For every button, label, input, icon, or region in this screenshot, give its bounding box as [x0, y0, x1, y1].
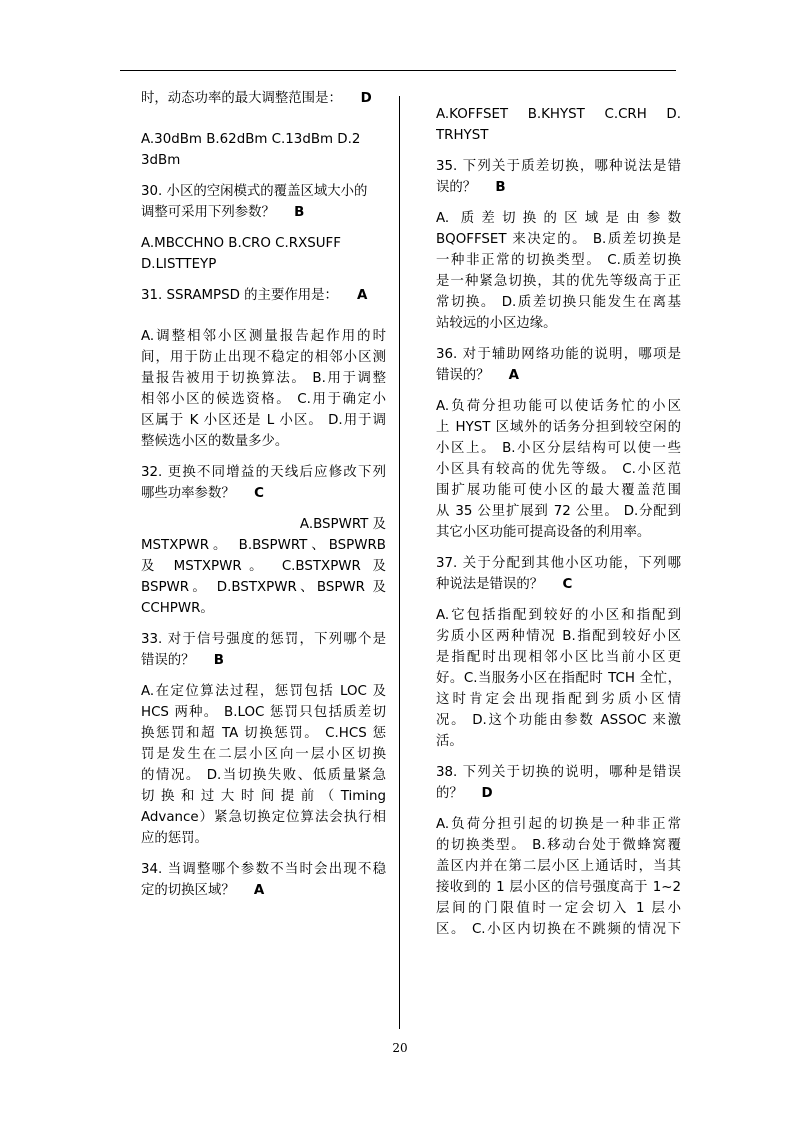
right-column: [436, 88, 681, 940]
text-line: [436, 689, 681, 710]
text-line: [141, 681, 386, 702]
text-line: [436, 605, 681, 626]
line-text: 的切换类型。 B.移动台处于微蜂窝覆: [436, 838, 681, 853]
text-line: [436, 480, 681, 501]
spacer: [141, 619, 386, 629]
text-line: [436, 553, 681, 574]
line-text: 劣质小区两种情况 B.指配到较好小区: [436, 629, 681, 644]
text-line: [436, 647, 681, 668]
line-text: 错误的？: [436, 368, 490, 383]
line-text: 其它小区功能可提高设备的利用率。: [436, 525, 651, 540]
line-text: 37. 关于分配到其他小区功能，下列哪: [436, 556, 681, 571]
column-divider: [399, 96, 400, 1029]
text-line: [436, 762, 681, 783]
line-text: CCHPWR。: [141, 601, 214, 616]
line-text: 站较远的小区边缘。: [436, 316, 557, 331]
line-text: 36. 对于辅助网络功能的说明，哪项是: [436, 347, 681, 362]
text-line: [436, 365, 681, 386]
line-text: BQOFFSET 来决定的。 B.质差切换是: [436, 232, 681, 247]
text-line: [436, 626, 681, 647]
line-text: 30. 小区的空闲模式的覆盖区域大小的: [141, 184, 368, 199]
line-text: 况。 D.这个功能由参数 ASSOC 来激: [436, 713, 681, 728]
spacer: [436, 752, 681, 762]
spacer: [436, 543, 681, 553]
text-line: [141, 514, 386, 535]
text-line: [141, 598, 386, 619]
line-text: BSPWR。 D.BSTXPWR、BSPWR 及: [141, 580, 386, 595]
text-line: [436, 668, 681, 689]
spacer: [436, 595, 681, 605]
text-line: [141, 410, 386, 431]
answer-blank: D: [346, 88, 386, 109]
text-line: [141, 326, 386, 347]
line-text: 量报告被用于切换算法。 B.用于调整: [141, 371, 386, 386]
line-text: 围扩展功能可使小区的最大覆盖范围: [436, 483, 681, 498]
line-text: 小区具有较高的优先等级。 C.小区范: [436, 462, 681, 477]
spacer: [141, 504, 386, 514]
text-line: [141, 807, 386, 828]
text-line: [436, 783, 681, 804]
text-line: [141, 88, 386, 109]
line-text: A.在定位算法过程，惩罚包括 LOC 及: [141, 684, 386, 699]
line-text: 区属于 K 小区还是 L 小区。 D.用于调: [141, 413, 386, 428]
text-line: [436, 396, 681, 417]
line-text: A.MBCCHNO B.CRO C.RXSUFF: [141, 236, 341, 251]
text-line: [141, 880, 386, 901]
answer-blank: C: [547, 574, 587, 595]
text-line: [436, 731, 681, 752]
text-line: [141, 483, 386, 504]
text-line: [436, 814, 681, 835]
line-text: 切换和过大时间提前（Timing: [141, 789, 386, 804]
spacer: [141, 223, 386, 233]
text-line: [436, 898, 681, 919]
text-line: [141, 702, 386, 723]
text-line: [141, 629, 386, 650]
text-line: [436, 344, 681, 365]
spacer: [141, 452, 386, 462]
line-text: 一种非正常的切换类型。 C.质差切换: [436, 253, 681, 268]
spacer: [436, 804, 681, 814]
text-line: [141, 181, 386, 202]
text-line: [141, 650, 386, 671]
text-line: [436, 522, 681, 543]
answer-blank: B: [279, 202, 319, 223]
line-text: 种说法是错误的？: [436, 577, 544, 592]
text-line: [436, 156, 681, 177]
line-text: 的？: [436, 786, 463, 801]
text-line: [436, 229, 681, 250]
text-line: [436, 104, 681, 125]
line-text: HCS 两种。 B.LOC 惩罚只包括质差切: [141, 705, 386, 720]
text-line: [436, 459, 681, 480]
text-line: [141, 233, 386, 254]
line-text: 罚是发生在二层小区向一层小区切换: [141, 747, 386, 762]
line-text: 盖区内并在第二层小区上通话时，当其: [436, 859, 681, 874]
line-text: A.它包括指配到较好的小区和指配到: [436, 608, 681, 623]
text-line: [436, 877, 681, 898]
spacer: [141, 671, 386, 681]
line-text: 常切换。 D.质差切换只能发生在离基: [436, 295, 681, 310]
line-text: A.负荷分担功能可以使话务忙的小区: [436, 399, 681, 414]
line-text: 活。: [436, 734, 463, 749]
left-column: [141, 88, 386, 901]
line-text: 是一种紧急切换，其的优先等级高于正: [436, 274, 681, 289]
line-text: 整候选小区的数量多少。: [141, 434, 289, 449]
spacer: [141, 109, 386, 129]
page-number: 20: [392, 1041, 408, 1055]
text-line: [141, 723, 386, 744]
text-line: [141, 389, 386, 410]
text-line: [141, 129, 386, 150]
line-text: 哪些功率参数？: [141, 486, 235, 501]
line-text: A.30dBm B.62dBm C.13dBm D.2: [141, 132, 361, 147]
text-line: [141, 765, 386, 786]
text-line: [141, 744, 386, 765]
answer-blank: A: [494, 365, 534, 386]
text-line: [436, 177, 681, 198]
spacer: [436, 334, 681, 344]
answer-blank: A: [342, 285, 382, 306]
text-line: [436, 250, 681, 271]
answer-blank: B: [199, 650, 239, 671]
line-text: 34. 当调整哪个参数不当时会出现不稳: [141, 862, 386, 877]
text-line: [141, 535, 386, 556]
line-text: Advance）紧急切换定位算法会执行相: [141, 810, 386, 825]
line-text: 时，动态功率的最大调整范围是：: [141, 91, 342, 106]
text-line: [141, 556, 386, 577]
line-text: 误的？: [436, 180, 477, 195]
line-text: 接收到的 1 层小区的信号强度高于 1~2: [436, 880, 681, 895]
text-line: [141, 202, 386, 223]
text-line: [141, 786, 386, 807]
line-text: 调整可采用下列参数？: [141, 205, 275, 220]
spacer: [141, 275, 386, 285]
line-text: 间，用于防止出现不稳定的相邻小区测: [141, 350, 386, 365]
line-text: 定的切换区域？: [141, 883, 235, 898]
line-text: A.BSPWRT 及: [299, 517, 386, 532]
text-line: [141, 577, 386, 598]
text-line: [436, 313, 681, 334]
line-text: 是指配时出现相邻小区比当前小区更: [436, 650, 681, 665]
text-line: [436, 574, 681, 595]
header-rule: [120, 70, 676, 71]
text-line: [436, 835, 681, 856]
line-text: TRHYST: [436, 128, 489, 143]
text-line: [141, 859, 386, 880]
text-line: [141, 254, 386, 275]
line-text: 小区上。 B.小区分层结构可以使一些: [436, 441, 681, 456]
text-line: [436, 292, 681, 313]
text-line: [436, 125, 681, 146]
answer-blank: D: [467, 783, 507, 804]
line-text: 应的惩罚。: [141, 831, 208, 846]
line-text: 好。C.当服务小区在指配时 TCH 全忙，: [436, 671, 681, 686]
spacer: [436, 146, 681, 156]
line-text: 层间的门限值时一定会切入 1 层小: [436, 901, 681, 916]
line-text: 的情况。 D.当切换失败、低质量紧急: [141, 768, 386, 783]
line-text: 区。 C.小区内切换在不跳频的情况下: [436, 922, 681, 937]
text-line: [436, 271, 681, 292]
line-text: 换惩罚和超 TA 切换惩罚。 C.HCS 惩: [141, 726, 386, 741]
line-text: MSTXPWR。 B.BSPWRT、BSPWRB: [141, 538, 386, 553]
answer-blank: C: [239, 483, 279, 504]
spacer: [436, 386, 681, 396]
text-line: [141, 462, 386, 483]
line-text: A.调整相邻小区测量报告起作用的时: [141, 329, 386, 344]
text-line: [141, 347, 386, 368]
text-line: [436, 417, 681, 438]
text-line: [436, 438, 681, 459]
text-line: [141, 150, 386, 171]
line-text: A.负荷分担引起的切换是一种非正常: [436, 817, 681, 832]
line-text: 及 MSTXPWR。 C.BSTXPWR 及: [141, 559, 386, 574]
text-line: [436, 856, 681, 877]
line-text: 从 35 公里扩展到 72 公里。 D.分配到: [436, 504, 681, 519]
line-text: D.LISTTEYP: [141, 257, 217, 272]
text-line: [436, 710, 681, 731]
text-line: [141, 431, 386, 452]
spacer: [141, 306, 386, 326]
spacer: [436, 88, 681, 104]
line-text: 32. 更换不同增益的天线后应修改下列: [141, 465, 386, 480]
answer-blank: B: [480, 177, 520, 198]
text-line: [141, 368, 386, 389]
line-text: 35. 下列关于质差切换，哪种说法是错: [436, 159, 681, 174]
text-line: [436, 208, 681, 229]
line-text: 这时肯定会出现指配到劣质小区情: [436, 692, 681, 707]
spacer: [141, 849, 386, 859]
line-text: 38. 下列关于切换的说明，哪种是错误: [436, 765, 681, 780]
line-text: 3dBm: [141, 153, 181, 168]
spacer: [141, 171, 386, 181]
line-text: 上 HYST 区域外的话务分担到较空闲的: [436, 420, 681, 435]
line-text: 33. 对于信号强度的惩罚，下列哪个是: [141, 632, 386, 647]
line-text: 相邻小区的候选资格。 C.用于确定小: [141, 392, 386, 407]
text-line: [141, 285, 386, 306]
line-text: 错误的？: [141, 653, 195, 668]
line-text: A. 质差切换的区域是由参数: [436, 211, 681, 226]
line-text: 31. SSRAMPSD 的主要作用是：: [141, 288, 338, 303]
answer-blank: A: [239, 880, 279, 901]
line-text: A.KOFFSET B.KHYST C.CRH D.: [436, 107, 681, 122]
text-line: [141, 828, 386, 849]
text-line: [436, 501, 681, 522]
spacer: [436, 198, 681, 208]
text-line: [436, 919, 681, 940]
